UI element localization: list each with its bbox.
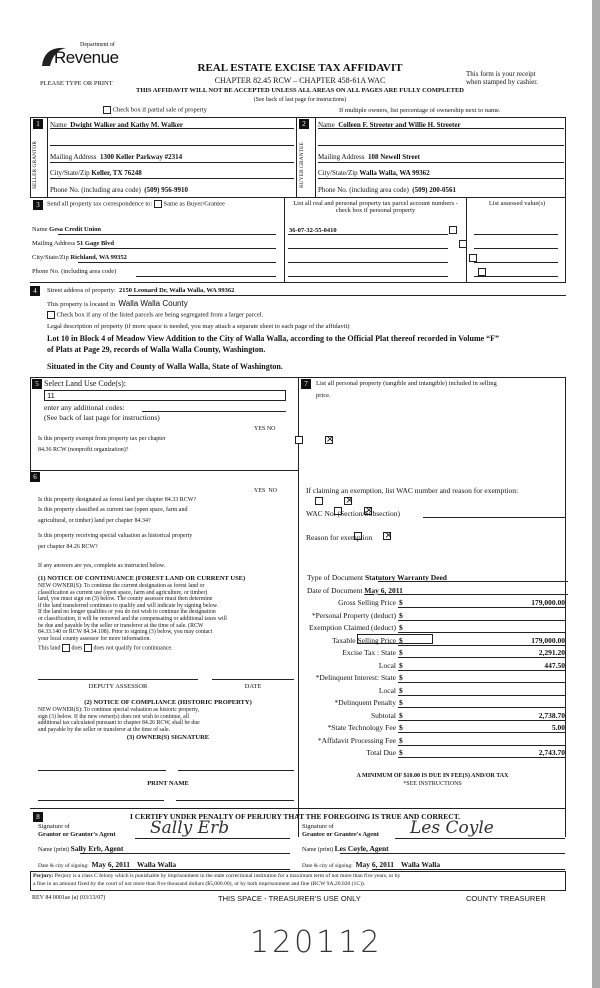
grantor-signature[interactable]: Sally Erb <box>150 818 230 838</box>
notice-line: If the land no longer qualifies or you do not wish to continue the designation <box>38 609 216 616</box>
tax-row-label: Local <box>378 660 396 670</box>
grantee-signature[interactable]: Les Coyle <box>410 818 494 838</box>
notice-compliance-text <box>38 707 200 733</box>
certification-statement: I CERTIFY UNDER PENALTY OF PERJURY THAT THE FOREGOING IS TRUE AND CORRECT. <box>130 812 461 821</box>
question: Is this property exempt from property tax per chapter <box>38 436 166 442</box>
yes-header: YES <box>254 488 266 494</box>
question: Is this property receiving special valuation as historical property <box>38 533 193 539</box>
tax-row <box>300 636 568 647</box>
buyer-mailing-address[interactable]: 108 Newell Street <box>367 153 420 161</box>
dollar-sign: $ <box>399 610 403 620</box>
page-title: REAL ESTATE EXCISE TAX AFFIDAVIT <box>197 62 403 74</box>
dollar-sign: $ <box>399 735 403 745</box>
partial-sale-row <box>103 106 207 114</box>
tax-row-value[interactable]: 179,000.00 <box>531 635 565 645</box>
notice-line: if the land transferred continues to qualify and will indicate by signing below. <box>38 602 219 609</box>
section-number: 2 <box>299 119 309 129</box>
personal-property-checkbox[interactable] <box>449 226 457 234</box>
seller-city[interactable]: Keller, TX 76248 <box>91 169 142 177</box>
notice-line: additional tax calculated pursuant to chapter 84.26 RCW, shall be due <box>38 720 200 727</box>
receipt-note: This form is your receipt <box>466 70 536 78</box>
section-number: 7 <box>301 379 311 389</box>
notice-line: and payable by the seller or transferor at the time of sale. <box>38 726 170 733</box>
seller-mailing-address[interactable]: 1300 Keller Parkway #2314 <box>99 153 183 161</box>
notice-line: be due and payable by the seller or transferor at the time of sale. (RCW <box>38 622 204 629</box>
tax-row <box>300 598 568 609</box>
label: Date of Document <box>307 586 363 595</box>
perjury-label: Perjury: <box>33 873 54 879</box>
label: Phone No. (including area code) <box>50 186 141 194</box>
notice-line: classification as current use (open space, farm and agriculture, or timber) <box>38 589 208 596</box>
section-number: 3 <box>33 200 43 210</box>
additional-codes-label: enter any additional codes: <box>44 403 125 412</box>
tax-row-label: Subtotal <box>370 710 396 720</box>
notice-line: your local county assessor for more information. <box>38 635 151 642</box>
label: City/State/Zip <box>32 254 69 261</box>
dollar-sign: $ <box>399 598 403 607</box>
see-instructions: *SEE INSTRUCTIONS <box>403 781 462 787</box>
property-county[interactable]: Walla Walla County <box>118 299 188 308</box>
handwritten-number: 120112 <box>250 925 383 960</box>
owner-signature-line[interactable] <box>178 770 294 771</box>
tax-row <box>300 736 568 747</box>
forest-yes-checkbox[interactable] <box>315 497 323 505</box>
dollar-sign: $ <box>399 685 403 695</box>
label: Mailing Address <box>50 153 97 161</box>
reason-label: Reason for exemption <box>306 533 373 542</box>
tax-row-label: Excise Tax : State <box>342 648 396 657</box>
label: Type of Document <box>307 573 364 582</box>
label: Mailing Address <box>318 153 365 161</box>
label: Name <box>50 121 67 129</box>
dollar-sign: $ <box>399 660 403 670</box>
deputy-assessor-label: DEPUTY ASSESSOR <box>88 683 148 690</box>
segregated-checkbox[interactable] <box>47 311 55 319</box>
label: Name (print) <box>38 847 70 853</box>
label: Grantor or Grantor's Agent <box>38 831 116 838</box>
yes-header: YES <box>254 426 266 432</box>
tax-row-label: Exemption Claimed (deduct) <box>308 623 396 632</box>
document-type[interactable]: Statutory Warranty Deed <box>365 573 447 582</box>
property-street-address[interactable]: 2150 Leonard Dr, Walla Walla, WA 99362 <box>119 287 235 294</box>
minimum-note: A MINIMUM OF $10.00 IS DUE IN FEE(S) AND/OR TAX <box>356 773 509 779</box>
question: Is this property designated as forest land per chapter 84.33 RCW? <box>38 497 197 503</box>
land-use-code-input[interactable]: 11 <box>44 390 286 401</box>
legal-situated[interactable]: Situated in the City and County of Walla Walla, State of Washington. <box>47 362 283 371</box>
label: Name <box>318 121 335 129</box>
section-number: 1 <box>33 119 43 129</box>
tax-row-label: Taxable Selling Price <box>331 635 396 645</box>
tax-row-label: *Personal Property (deduct) <box>311 610 396 620</box>
no-header: NO <box>266 426 276 432</box>
notice-line: 84.33.140 or RCW 84.34.108). Prior to signing (3) below, you may contact <box>38 629 213 636</box>
dollar-sign: $ <box>399 698 403 707</box>
section-number: 6 <box>30 472 40 482</box>
perjury-text: Perjury is a class C felony which is punishable by imprisonment in the state correctional institution for a maximum term of not more than five years, or by <box>53 873 401 879</box>
tax-row <box>300 673 568 684</box>
label: Street address of property: <box>47 287 116 294</box>
print-name-label: PRINT NAME <box>147 780 189 787</box>
grantee-sign-date[interactable]: May 6, 2011 <box>355 860 395 869</box>
tax-correspondence-city[interactable]: Richland, WA 99352 <box>70 254 127 261</box>
date-label: DATE <box>244 683 262 690</box>
personal-property-label: List all personal property (tangible and intangible) included in selling <box>316 380 497 387</box>
does-qualify-checkbox[interactable] <box>62 644 70 652</box>
divider <box>315 117 316 198</box>
label: Send all property tax correspondence to: <box>47 200 153 208</box>
section-number: 8 <box>33 812 43 822</box>
tax-row-value[interactable]: 2,743.70 <box>538 748 565 757</box>
land-use-label: Select Land Use Code(s): <box>44 379 126 388</box>
label: Phone No. (including area code) <box>318 186 409 194</box>
section-number: 4 <box>30 286 40 296</box>
tax-row <box>300 711 568 722</box>
label: Name (print) <box>302 847 334 853</box>
tax-row-value[interactable]: 2,291.20 <box>538 648 565 657</box>
tax-row <box>300 661 568 672</box>
buyer-phone[interactable]: (509) 200-0561 <box>412 186 457 194</box>
buyer-city[interactable]: Walla Walla, WA 99362 <box>359 169 430 177</box>
notice-line: land, you must sign on (3) below. The county assessor must then determine <box>38 596 213 603</box>
tax-row <box>300 748 568 759</box>
logo-dept: Department of <box>80 42 115 48</box>
tax-row-label: *Delinquent Interest: State <box>315 673 396 682</box>
no-header: NO <box>268 488 278 494</box>
label: Legal description of property (if more space is needed, you may attach a separate sheet to each page of the affidavit) <box>47 323 350 330</box>
parcels-header: List all real and personal property tax parcel account numbers - check box if personal property <box>293 200 458 214</box>
nonprofit-no-checkbox[interactable] <box>325 436 333 444</box>
please-type: PLEASE TYPE OR PRINT <box>40 80 113 87</box>
grantee-print-name[interactable]: Les Coyle, Agent <box>334 844 389 853</box>
dollar-sign: $ <box>399 635 403 645</box>
notice-line: NEW OWNER(S): To continue special valuation as historic property, <box>38 707 200 713</box>
tax-row-label: *Affidavit Processing Fee <box>317 735 396 745</box>
grantor-print-name[interactable]: Sally Erb, Agent <box>70 844 124 853</box>
does-not-qualify-checkbox[interactable] <box>84 644 92 652</box>
section-number: 5 <box>32 379 42 389</box>
label: Same as Buyer/Grantee <box>163 200 225 208</box>
document-date[interactable]: May 6, 2011 <box>364 586 403 595</box>
tax-row-label: *Delinquent Penalty <box>334 698 396 707</box>
notice-continuance-title: (1) NOTICE OF CONTINUANCE (FOREST LAND OR CURRENT USE) <box>38 575 246 582</box>
label: Name <box>32 226 48 233</box>
notice-compliance-title: (2) NOTICE OF COMPLIANCE (HISTORIC PROPERTY) <box>84 699 252 706</box>
logo-name: Revenue <box>54 48 119 67</box>
chapter-line: CHAPTER 82.45 RCW – CHAPTER 458-61A WAC <box>214 76 386 85</box>
scan-edge <box>592 0 600 988</box>
partial-sale-label: Check box if partial sale of property <box>112 106 207 114</box>
see-back: (See back of last page for instructions) <box>253 97 347 103</box>
multiple-owners-note: If multiple owners, list percentage of ownership next to name. <box>339 107 501 114</box>
form-revision: REV 84 0001ae (a) (03/13/07) <box>32 895 106 901</box>
seller-name[interactable]: Dwight Walker and Kathy M. Walker <box>70 121 184 129</box>
owner-signature-line[interactable] <box>38 770 166 771</box>
dollar-sign: $ <box>399 723 403 732</box>
forest-no-checkbox[interactable] <box>344 497 352 505</box>
label: Mailing Address <box>32 240 76 247</box>
county-treasurer-label: COUNTY TREASURER <box>466 894 546 903</box>
tax-correspondence-address[interactable]: 51 Gage Blvd <box>76 240 114 247</box>
personal-property-label-2: price. <box>316 392 331 399</box>
tax-row-value[interactable]: 5.00 <box>551 723 565 732</box>
dollar-sign: $ <box>399 648 403 657</box>
partial-sale-checkbox[interactable] <box>103 106 111 114</box>
question: Is this property classified as current use (open space, farm and <box>38 507 188 513</box>
notice-continuance-text <box>38 583 227 642</box>
grantee-sign-city[interactable]: Walla Walla <box>400 860 441 869</box>
dollar-sign: $ <box>399 748 403 757</box>
tax-row-value[interactable]: 2,738.70 <box>538 710 565 720</box>
label: Date & city of signing: <box>38 863 89 869</box>
receipt-note-2: when stamped by cashier. <box>466 78 538 86</box>
tax-correspondence-name[interactable]: Gesa Credit Union <box>49 226 102 233</box>
question: agricultural, or timber) land per chapter 84.34? <box>38 518 151 524</box>
notice-line: or classification, it will be removed and the compensating or additional taxes will <box>38 615 227 622</box>
tax-row <box>300 648 568 659</box>
question: 84.36 RCW (nonprofit organization)? <box>38 447 129 453</box>
label: City/State/Zip <box>50 169 90 177</box>
seller-side-label: SELLER GRANTOR <box>32 140 38 190</box>
perjury-text-2: a fine in an amount fixed by the court of not more than five thousand dollars ($5,000.00), or by both imprisonment and fine (RCW 9A.20.020 (1C)). <box>33 881 366 887</box>
label: does <box>71 645 83 652</box>
dollar-sign: $ <box>399 710 403 720</box>
treasurer-use-label: THIS SPACE - TREASURER'S USE ONLY <box>218 894 361 903</box>
label: This land <box>38 645 61 652</box>
tax-row-label: Total Due <box>366 748 396 757</box>
assessed-header: List assessed value(s) <box>488 200 546 207</box>
additional-codes-input[interactable] <box>142 411 286 412</box>
label: Phone No. (including area code) <box>32 268 117 275</box>
wac-input[interactable] <box>423 517 565 518</box>
question: per chapter 84.26 RCW? <box>38 544 98 550</box>
label: Date & city of signing: <box>302 863 353 869</box>
tax-row <box>300 611 568 622</box>
divider <box>296 117 297 198</box>
parcel-number[interactable]: 36-07-32-55-0410 <box>289 227 337 234</box>
personal-property-checkbox[interactable] <box>459 240 467 248</box>
wac-label: WAC No. (Section/Subsection) <box>306 509 400 518</box>
historic-no-checkbox[interactable] <box>383 532 391 540</box>
dollar-sign: $ <box>399 673 403 682</box>
tax-row <box>300 698 568 709</box>
tax-row-value[interactable]: 179,000.00 <box>531 598 565 607</box>
label: Check box if any of the listed parcels are being segregated from a larger parcel. <box>56 311 264 319</box>
notice-line: NEW OWNER(S): To continue the current designation as forest land or <box>38 583 205 589</box>
divider <box>47 117 48 198</box>
same-as-buyer-checkbox[interactable] <box>154 200 162 208</box>
instruction: If any answers are yes, complete as instructed below. <box>38 563 166 569</box>
tax-row-label: Local <box>378 685 396 695</box>
tax-row-value[interactable]: 447.50 <box>544 660 565 670</box>
grantor-sign-date[interactable]: May 6, 2011 <box>91 860 131 869</box>
dollar-sign: $ <box>399 623 403 632</box>
tax-row <box>300 623 568 634</box>
see-back: (See back of last page for instructions) <box>44 413 160 422</box>
notice-line: sign (3) below. If the new owner(s) does not wish to continue, all <box>38 713 189 720</box>
exemption-label: If claiming an exemption, list WAC number and reason for exemption: <box>306 486 519 495</box>
tax-row <box>300 686 568 697</box>
local-code-input[interactable] <box>357 634 433 644</box>
seller-phone[interactable]: (509) 956-9910 <box>144 186 189 194</box>
buyer-name[interactable]: Colleen F. Streeter and Willie H. Streeter <box>338 121 461 129</box>
tax-row <box>300 723 568 734</box>
label: Signature of <box>38 823 70 830</box>
tax-row-label: Gross Selling Price <box>338 598 396 607</box>
label: does not qualify for continuance. <box>93 645 173 652</box>
label: Signature of <box>302 823 334 830</box>
legal-description[interactable]: Lot 10 in Block 4 of Meadow View Addition to the City of Walla Walla, according to the Official Plat thereof recorded in Volume “F” <box>47 334 500 343</box>
label: This property is located in <box>47 301 116 308</box>
label: Grantee or Grantee's Agent <box>302 831 379 838</box>
grantor-sign-city[interactable]: Walla Walla <box>136 860 177 869</box>
warning-line: THIS AFFIDAVIT WILL NOT BE ACCEPTED UNLESS ALL AREAS ON ALL PAGES ARE FULLY COMPLETED <box>136 87 464 94</box>
label: City/State/Zip <box>318 169 358 177</box>
nonprofit-yes-checkbox[interactable] <box>295 436 303 444</box>
legal-description-2[interactable]: of Plats at Page 29, records of Walla Walla County, Washington. <box>47 345 266 354</box>
owner-signature-title: (3) OWNER(S) SIGNATURE <box>126 734 210 741</box>
buyer-side-label: BUYER GRANTEE <box>299 142 305 188</box>
tax-row-label: *State Technology Fee <box>327 723 396 732</box>
